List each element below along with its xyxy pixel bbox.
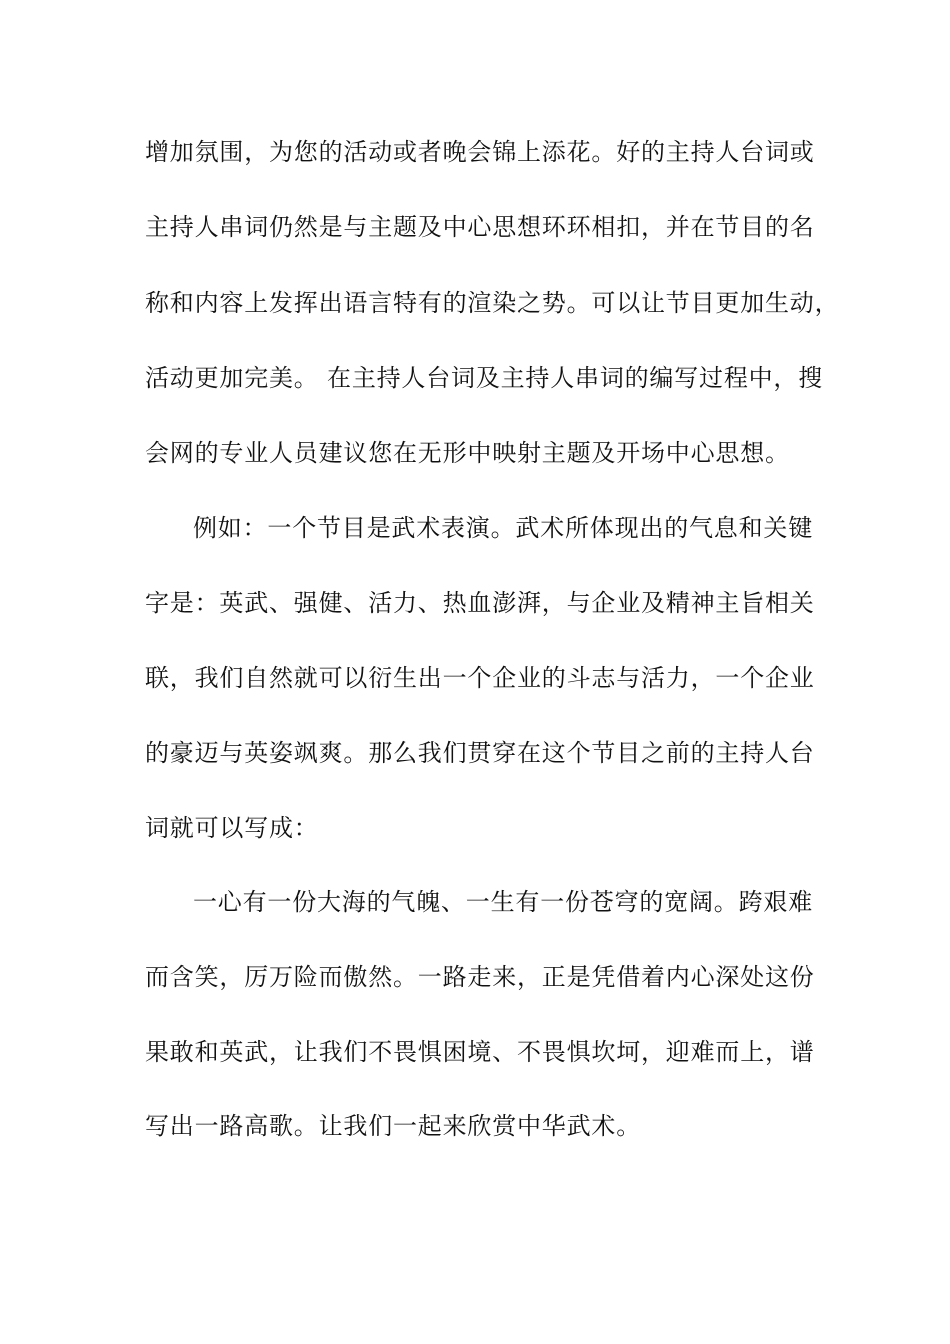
text-line: 活动更加完美。 在主持人台词及主持人串词的编写过程中，搜 xyxy=(145,364,824,392)
text-line: 增加氛围，为您的活动或者晚会锦上添花。好的主持人台词或 xyxy=(145,138,815,166)
text-line: 果敢和英武，让我们不畏惧困境、不畏惧坎坷，迎难而上，谱 xyxy=(145,1038,815,1066)
text-line: 称和内容上发挥出语言特有的渲染之势。可以让节目更加生动， xyxy=(145,289,840,317)
text-line: 会网的专业人员建议您在无形中映射主题及开场中心思想。 xyxy=(145,439,790,467)
text-line: 字是：英武、强健、活力、热血澎湃，与企业及精神主旨相关 xyxy=(145,589,815,617)
text-line: 而含笑，厉万险而傲然。一路走来，正是凭借着内心深处这份 xyxy=(145,963,815,991)
text-line: 一心有一份大海的气魄、一生有一份苍穹的宽阔。跨艰难 xyxy=(193,888,813,916)
text-line: 联，我们自然就可以衍生出一个企业的斗志与活力，一个企业 xyxy=(145,664,815,692)
text-line: 写出一路高歌。让我们一起来欣赏中华武术。 xyxy=(145,1112,641,1140)
text-line: 例如：一个节目是武术表演。武术所体现出的气息和关键 xyxy=(193,514,813,542)
text-line: 词就可以写成： xyxy=(145,814,319,842)
text-line: 主持人串词仍然是与主题及中心思想环环相扣，并在节目的名 xyxy=(145,213,815,241)
text-line: 的豪迈与英姿飒爽。那么我们贯穿在这个节目之前的主持人台 xyxy=(145,739,815,767)
